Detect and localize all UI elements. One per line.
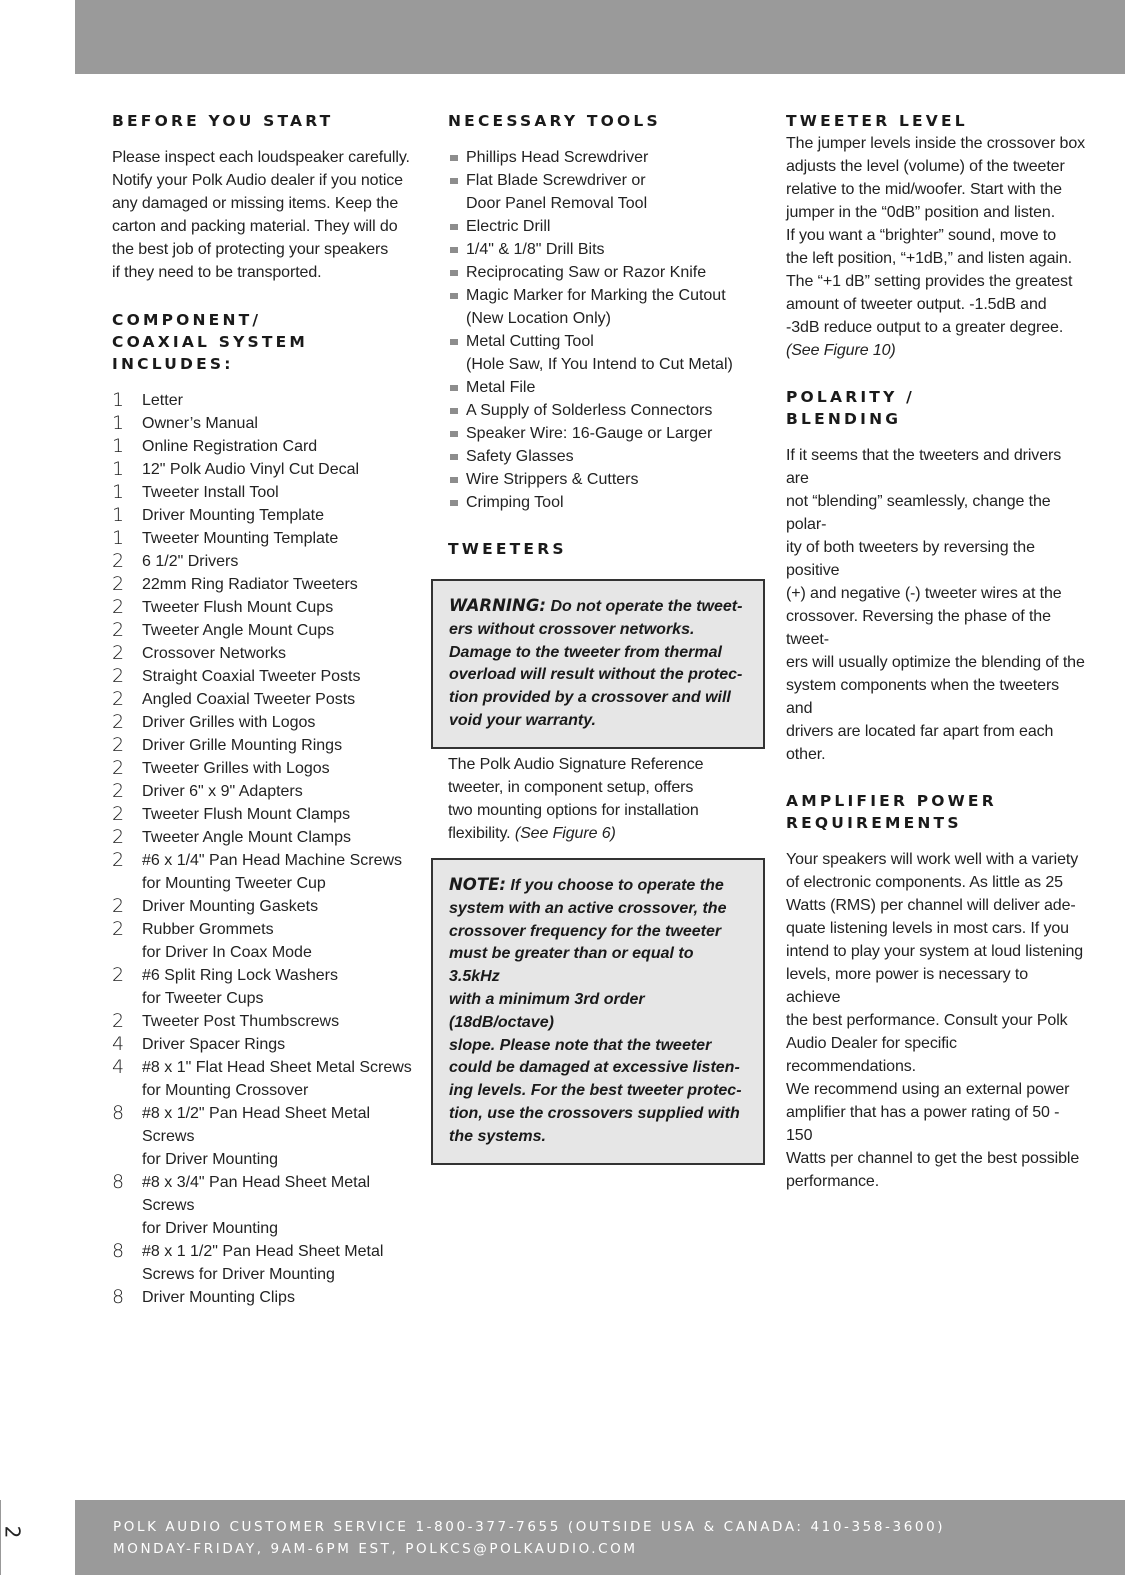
tweeter-level-heading: TWEETER LEVEL: [786, 112, 968, 130]
list-item: [112, 849, 412, 895]
item-quantity: 2: [112, 665, 125, 687]
warning-line: void your warranty.: [449, 711, 596, 729]
item-quantity: 2: [112, 803, 125, 825]
item-label: for Tweeter Cups: [142, 990, 264, 1007]
item-label: Online Registration Card: [142, 438, 318, 455]
item-label: #8 x 3/4" Pan Head Sheet Metal Screws: [142, 1174, 371, 1214]
item-quantity: 1: [112, 458, 125, 480]
note-lead: NOTE:: [449, 875, 506, 894]
square-bullet-icon: [450, 247, 458, 253]
item-quantity: 2: [112, 619, 125, 641]
list-item: [112, 550, 412, 573]
list-item: [448, 146, 768, 169]
list-item: [112, 734, 412, 757]
customer-service-line: POLK AUDIO CUSTOMER SERVICE 1-800-377-7655 (OUTSIDE USA & CANADA: 410-358-3600): [113, 1519, 946, 1535]
item-label: for Mounting Tweeter Cup: [142, 875, 326, 892]
square-bullet-icon: [450, 431, 458, 437]
item-label: Tweeter Angle Mount Clamps: [142, 829, 351, 846]
tool-label: Phillips Head Screwdriver: [466, 149, 649, 166]
tweeters-body-line: [448, 822, 768, 845]
tweeter-level-line: relative to the mid/woofer. Start with the: [786, 181, 1062, 198]
list-item: [112, 780, 412, 803]
note-line: slope. Please note that the tweeter: [449, 1036, 712, 1054]
amplifier-line: quate listening levels in most cars. If you: [786, 920, 1069, 937]
tweeters-body-line: two mounting options for installation: [448, 802, 699, 819]
item-quantity: 1: [112, 389, 125, 411]
heading-line: POLARITY /: [786, 388, 915, 406]
item-quantity: 8: [112, 1171, 125, 1193]
amplifier-line: the best performance. Consult your Polk: [786, 1012, 1068, 1029]
item-label: Letter: [142, 392, 183, 409]
tweeters-body-line: The Polk Audio Signature Reference: [448, 756, 704, 773]
component-system-heading: [112, 309, 412, 375]
before-you-start-line: any damaged or missing items. Keep the: [112, 195, 399, 212]
item-label: Driver Spacer Rings: [142, 1036, 286, 1053]
list-item: [112, 596, 412, 619]
tool-label: Electric Drill: [466, 218, 551, 235]
necessary-tools-heading: NECESSARY TOOLS: [448, 112, 661, 130]
item-label: Driver Grilles with Logos: [142, 714, 316, 731]
item-quantity: 2: [112, 711, 125, 733]
note-line: crossover frequency for the tweeter: [449, 922, 722, 940]
list-item: [112, 1056, 412, 1102]
item-label: #8 x 1/2" Pan Head Sheet Metal Screws: [142, 1105, 371, 1145]
warning-line: Damage to the tweeter from thermal: [449, 643, 722, 661]
item-quantity: 2: [112, 596, 125, 618]
note-line: system with an active crossover, the: [449, 899, 727, 917]
list-item: [112, 1240, 412, 1286]
list-item: [112, 688, 412, 711]
square-bullet-icon: [450, 293, 458, 299]
amplifier-line: Audio Dealer for specific recommendations.: [786, 1035, 957, 1075]
item-label: for Driver In Coax Mode: [142, 944, 312, 961]
item-label: Tweeter Mounting Template: [142, 530, 339, 547]
item-label: #8 x 1" Flat Head Sheet Metal Screws: [142, 1059, 412, 1076]
item-quantity: 2: [112, 734, 125, 756]
heading-line: INCLUDES:: [112, 355, 234, 373]
item-label: Tweeter Grilles with Logos: [142, 760, 330, 777]
tools-list: [448, 146, 768, 514]
tool-label: (New Location Only): [466, 310, 611, 327]
item-label: 22mm Ring Radiator Tweeters: [142, 576, 358, 593]
list-item: [448, 468, 768, 491]
tweeters-body-text: flexibility.: [448, 825, 515, 842]
tweeter-level-line: the left position, “+1dB,” and listen again.: [786, 250, 1073, 267]
item-quantity: 1: [112, 435, 125, 457]
list-item: [448, 284, 768, 330]
item-quantity: 1: [112, 412, 125, 434]
tweeters-body-line: tweeter, in component setup, offers: [448, 779, 694, 796]
square-bullet-icon: [450, 454, 458, 460]
item-label: #6 Split Ring Lock Washers: [142, 967, 338, 984]
warning-line: ers without crossover networks.: [449, 620, 695, 638]
tool-label: A Supply of Solderless Connectors: [466, 402, 713, 419]
item-label: #6 x 1/4" Pan Head Machine Screws: [142, 852, 403, 869]
list-item: [112, 573, 412, 596]
square-bullet-icon: [450, 500, 458, 506]
item-label: 12" Polk Audio Vinyl Cut Decal: [142, 461, 360, 478]
amplifier-line: We recommend using an external power: [786, 1081, 1070, 1098]
note-line: must be greater than or equal to 3.5kHz: [449, 945, 694, 986]
heading-line: BLENDING: [786, 410, 902, 428]
list-item: [112, 527, 412, 550]
list-item: [112, 481, 412, 504]
item-label: Crossover Networks: [142, 645, 287, 662]
item-label: Driver Mounting Gaskets: [142, 898, 319, 915]
heading-line: COMPONENT/: [112, 311, 262, 329]
polarity-line: not “blending” seamlessly, change the polar-: [786, 493, 1051, 533]
item-quantity: 2: [112, 757, 125, 779]
item-quantity: 2: [112, 780, 125, 802]
tool-label: Metal File: [466, 379, 536, 396]
amplifier-line: Your speakers will work well with a variety: [786, 851, 1079, 868]
amplifier-line: Watts per channel to get the best possible: [786, 1150, 1080, 1167]
item-quantity: 2: [112, 849, 125, 871]
item-quantity: 1: [112, 481, 125, 503]
tweeter-level-line: jumper in the “0dB” position and listen.: [786, 204, 1056, 221]
square-bullet-icon: [450, 385, 458, 391]
warning-line: overload will result without the protec-: [449, 666, 743, 684]
heading-line: AMPLIFIER POWER: [786, 792, 997, 810]
item-quantity: 8: [112, 1240, 125, 1262]
before-you-start-line: if they need to be transported.: [112, 264, 322, 281]
list-item: [112, 757, 412, 780]
warning-lead: WARNING:: [449, 596, 546, 615]
polarity-line: system components when the tweeters and: [786, 677, 1060, 717]
item-quantity: 2: [112, 573, 125, 595]
tweeter-level-line: The “+1 dB” setting provides the greatest: [786, 273, 1073, 290]
tweeter-level-line: amount of tweeter output. -1.5dB and: [786, 296, 1047, 313]
column-right: [786, 110, 1086, 1193]
note-line: could be damaged at excessive listen-: [449, 1059, 740, 1077]
item-label: Driver Grille Mounting Rings: [142, 737, 343, 754]
list-item: [448, 169, 768, 215]
list-item: [448, 445, 768, 468]
item-quantity: 8: [112, 1286, 125, 1308]
figure-reference: (See Figure 6): [514, 825, 616, 842]
tool-label: Reciprocating Saw or Razor Knife: [466, 264, 707, 281]
before-you-start-line: the best job of protecting your speakers: [112, 241, 389, 258]
before-you-start-body: [112, 146, 412, 284]
tool-label: Crimping Tool: [466, 494, 564, 511]
list-item: [112, 1286, 412, 1309]
item-label: for Mounting Crossover: [142, 1082, 309, 1099]
warning-box: [431, 579, 765, 749]
square-bullet-icon: [450, 224, 458, 230]
polarity-line: ers will usually optimize the blending of the: [786, 654, 1085, 671]
square-bullet-icon: [450, 477, 458, 483]
tool-label: Speaker Wire: 16-Gauge or Larger: [466, 425, 713, 442]
list-item: [448, 330, 768, 376]
polarity-line: If it seems that the tweeters and drivers are: [786, 447, 1062, 487]
figure-reference: (See Figure 10): [786, 342, 896, 359]
list-item: [112, 642, 412, 665]
item-quantity: 2: [112, 642, 125, 664]
item-quantity: 2: [112, 688, 125, 710]
amplifier-body: [786, 848, 1086, 1193]
list-item: [448, 215, 768, 238]
item-quantity: 2: [112, 964, 125, 986]
tweeter-level-line: If you want a “brighter” sound, move to: [786, 227, 1057, 244]
heading-line: REQUIREMENTS: [786, 814, 962, 832]
list-item: [112, 504, 412, 527]
amplifier-line: Watts (RMS) per channel will deliver ade-: [786, 897, 1076, 914]
amplifier-line: amplifier that has a power rating of 50 - 150: [786, 1104, 1060, 1144]
square-bullet-icon: [450, 178, 458, 184]
list-item: [448, 376, 768, 399]
list-item: [112, 1010, 412, 1033]
item-label: Driver 6" x 9" Adapters: [142, 783, 303, 800]
list-item: [112, 1033, 412, 1056]
list-item: [112, 389, 412, 412]
column-left: [112, 110, 412, 1309]
square-bullet-icon: [450, 408, 458, 414]
note-line: If you choose to operate the: [505, 877, 724, 894]
tweeter-level-body: [786, 132, 1086, 362]
amplifier-line: of electronic components. As little as 25: [786, 874, 1063, 891]
polarity-line: drivers are located far apart from each other.: [786, 723, 1054, 763]
tweeter-level-line: The jumper levels inside the crossover box: [786, 135, 1086, 152]
list-item: [112, 619, 412, 642]
list-item: [112, 458, 412, 481]
note-line: the systems.: [449, 1127, 546, 1145]
list-item: [448, 238, 768, 261]
item-label: Tweeter Install Tool: [142, 484, 279, 501]
item-quantity: 2: [112, 1010, 125, 1032]
polarity-line: ity of both tweeters by reversing the positive: [786, 539, 1035, 579]
amplifier-heading: [786, 790, 1086, 834]
warning-line: tion provided by a crossover and will: [449, 689, 731, 707]
list-item: [112, 803, 412, 826]
item-label: Tweeter Flush Mount Cups: [142, 599, 334, 616]
note-text: [449, 874, 747, 1149]
item-quantity: 4: [112, 1033, 125, 1055]
component-items-list: [112, 389, 412, 1309]
list-item: [112, 918, 412, 964]
item-label: Tweeter Flush Mount Clamps: [142, 806, 351, 823]
item-quantity: 2: [112, 918, 125, 940]
item-label: Rubber Grommets: [142, 921, 274, 938]
list-item: [448, 422, 768, 445]
item-quantity: 4: [112, 1056, 125, 1078]
tweeters-heading: TWEETERS: [448, 540, 567, 558]
square-bullet-icon: [450, 270, 458, 276]
item-label: 6 1/2" Drivers: [142, 553, 239, 570]
amplifier-line: levels, more power is necessary to achieve: [786, 966, 1029, 1006]
before-you-start-line: Please inspect each loudspeaker carefully.: [112, 149, 410, 166]
item-label: for Driver Mounting: [142, 1151, 279, 1168]
amplifier-line: intend to play your system at loud listening: [786, 943, 1084, 960]
item-label: #8 x 1 1/2" Pan Head Sheet Metal: [142, 1243, 384, 1260]
square-bullet-icon: [450, 155, 458, 161]
list-item: [112, 711, 412, 734]
polarity-line: (+) and negative (-) tweeter wires at the: [786, 585, 1062, 602]
item-quantity: 2: [112, 826, 125, 848]
tool-label: Safety Glasses: [466, 448, 574, 465]
item-label: for Driver Mounting: [142, 1220, 279, 1237]
heading-line: COAXIAL SYSTEM: [112, 333, 309, 351]
before-you-start-line: Notify your Polk Audio dealer if you notice: [112, 172, 403, 189]
tool-label: Magic Marker for Marking the Cutout: [466, 287, 726, 304]
item-quantity: 1: [112, 527, 125, 549]
header-bar: [75, 0, 1125, 74]
item-quantity: 2: [112, 550, 125, 572]
tool-label: Metal Cutting Tool: [466, 333, 594, 350]
warning-text: [449, 595, 747, 733]
warning-line: Do not operate the tweet-: [546, 598, 743, 615]
list-item: [448, 261, 768, 284]
list-item: [112, 1102, 412, 1171]
hours-email-line: MONDAY-FRIDAY, 9AM-6PM EST, POLKCS@POLKAUDIO.COM: [113, 1541, 638, 1557]
tool-label: 1/4" & 1/8" Drill Bits: [466, 241, 605, 258]
square-bullet-icon: [450, 339, 458, 345]
list-item: [112, 665, 412, 688]
column-middle: [448, 110, 768, 560]
list-item: [112, 435, 412, 458]
note-box: [431, 858, 765, 1165]
note-line: tion, use the crossovers supplied with: [449, 1104, 740, 1122]
customer-service-footer: [113, 1516, 1073, 1560]
tweeter-level-line: adjusts the level (volume) of the tweeter: [786, 158, 1065, 175]
list-item: [448, 399, 768, 422]
item-label: Angled Coaxial Tweeter Posts: [142, 691, 356, 708]
list-item: [112, 412, 412, 435]
list-item: [112, 895, 412, 918]
tool-label: Door Panel Removal Tool: [466, 195, 648, 212]
list-item: [112, 1171, 412, 1240]
note-line: with a minimum 3rd order (18dB/octave): [449, 990, 645, 1031]
item-label: Tweeter Post Thumbscrews: [142, 1013, 340, 1030]
list-item: [112, 826, 412, 849]
before-you-start-heading: BEFORE YOU START: [112, 112, 334, 130]
before-you-start-line: carton and packing material. They will do: [112, 218, 398, 235]
tweeter-level-line: -3dB reduce output to a greater degree.: [786, 319, 1064, 336]
tool-label: Flat Blade Screwdriver or: [466, 172, 646, 189]
item-label: Tweeter Angle Mount Cups: [142, 622, 335, 639]
note-line: ing levels. For the best tweeter protec-: [449, 1082, 742, 1100]
polarity-body: [786, 444, 1086, 766]
polarity-line: crossover. Reversing the phase of the tweet-: [786, 608, 1051, 648]
tool-label: Wire Strippers & Cutters: [466, 471, 639, 488]
item-quantity: 8: [112, 1102, 125, 1124]
amplifier-line: performance.: [786, 1173, 880, 1190]
list-item: [448, 491, 768, 514]
item-quantity: 1: [112, 504, 125, 526]
polarity-heading: [786, 386, 1086, 430]
item-label: Owner’s Manual: [142, 415, 258, 432]
item-label: Driver Mounting Template: [142, 507, 325, 524]
tool-label: (Hole Saw, If You Intend to Cut Metal): [466, 356, 733, 373]
page-number: 2: [0, 1525, 25, 1539]
item-quantity: 2: [112, 895, 125, 917]
list-item: [112, 964, 412, 1010]
tweeters-body: [448, 753, 768, 845]
item-label: Driver Mounting Clips: [142, 1289, 295, 1306]
item-label: Screws for Driver Mounting: [142, 1266, 335, 1283]
item-label: Straight Coaxial Tweeter Posts: [142, 668, 361, 685]
